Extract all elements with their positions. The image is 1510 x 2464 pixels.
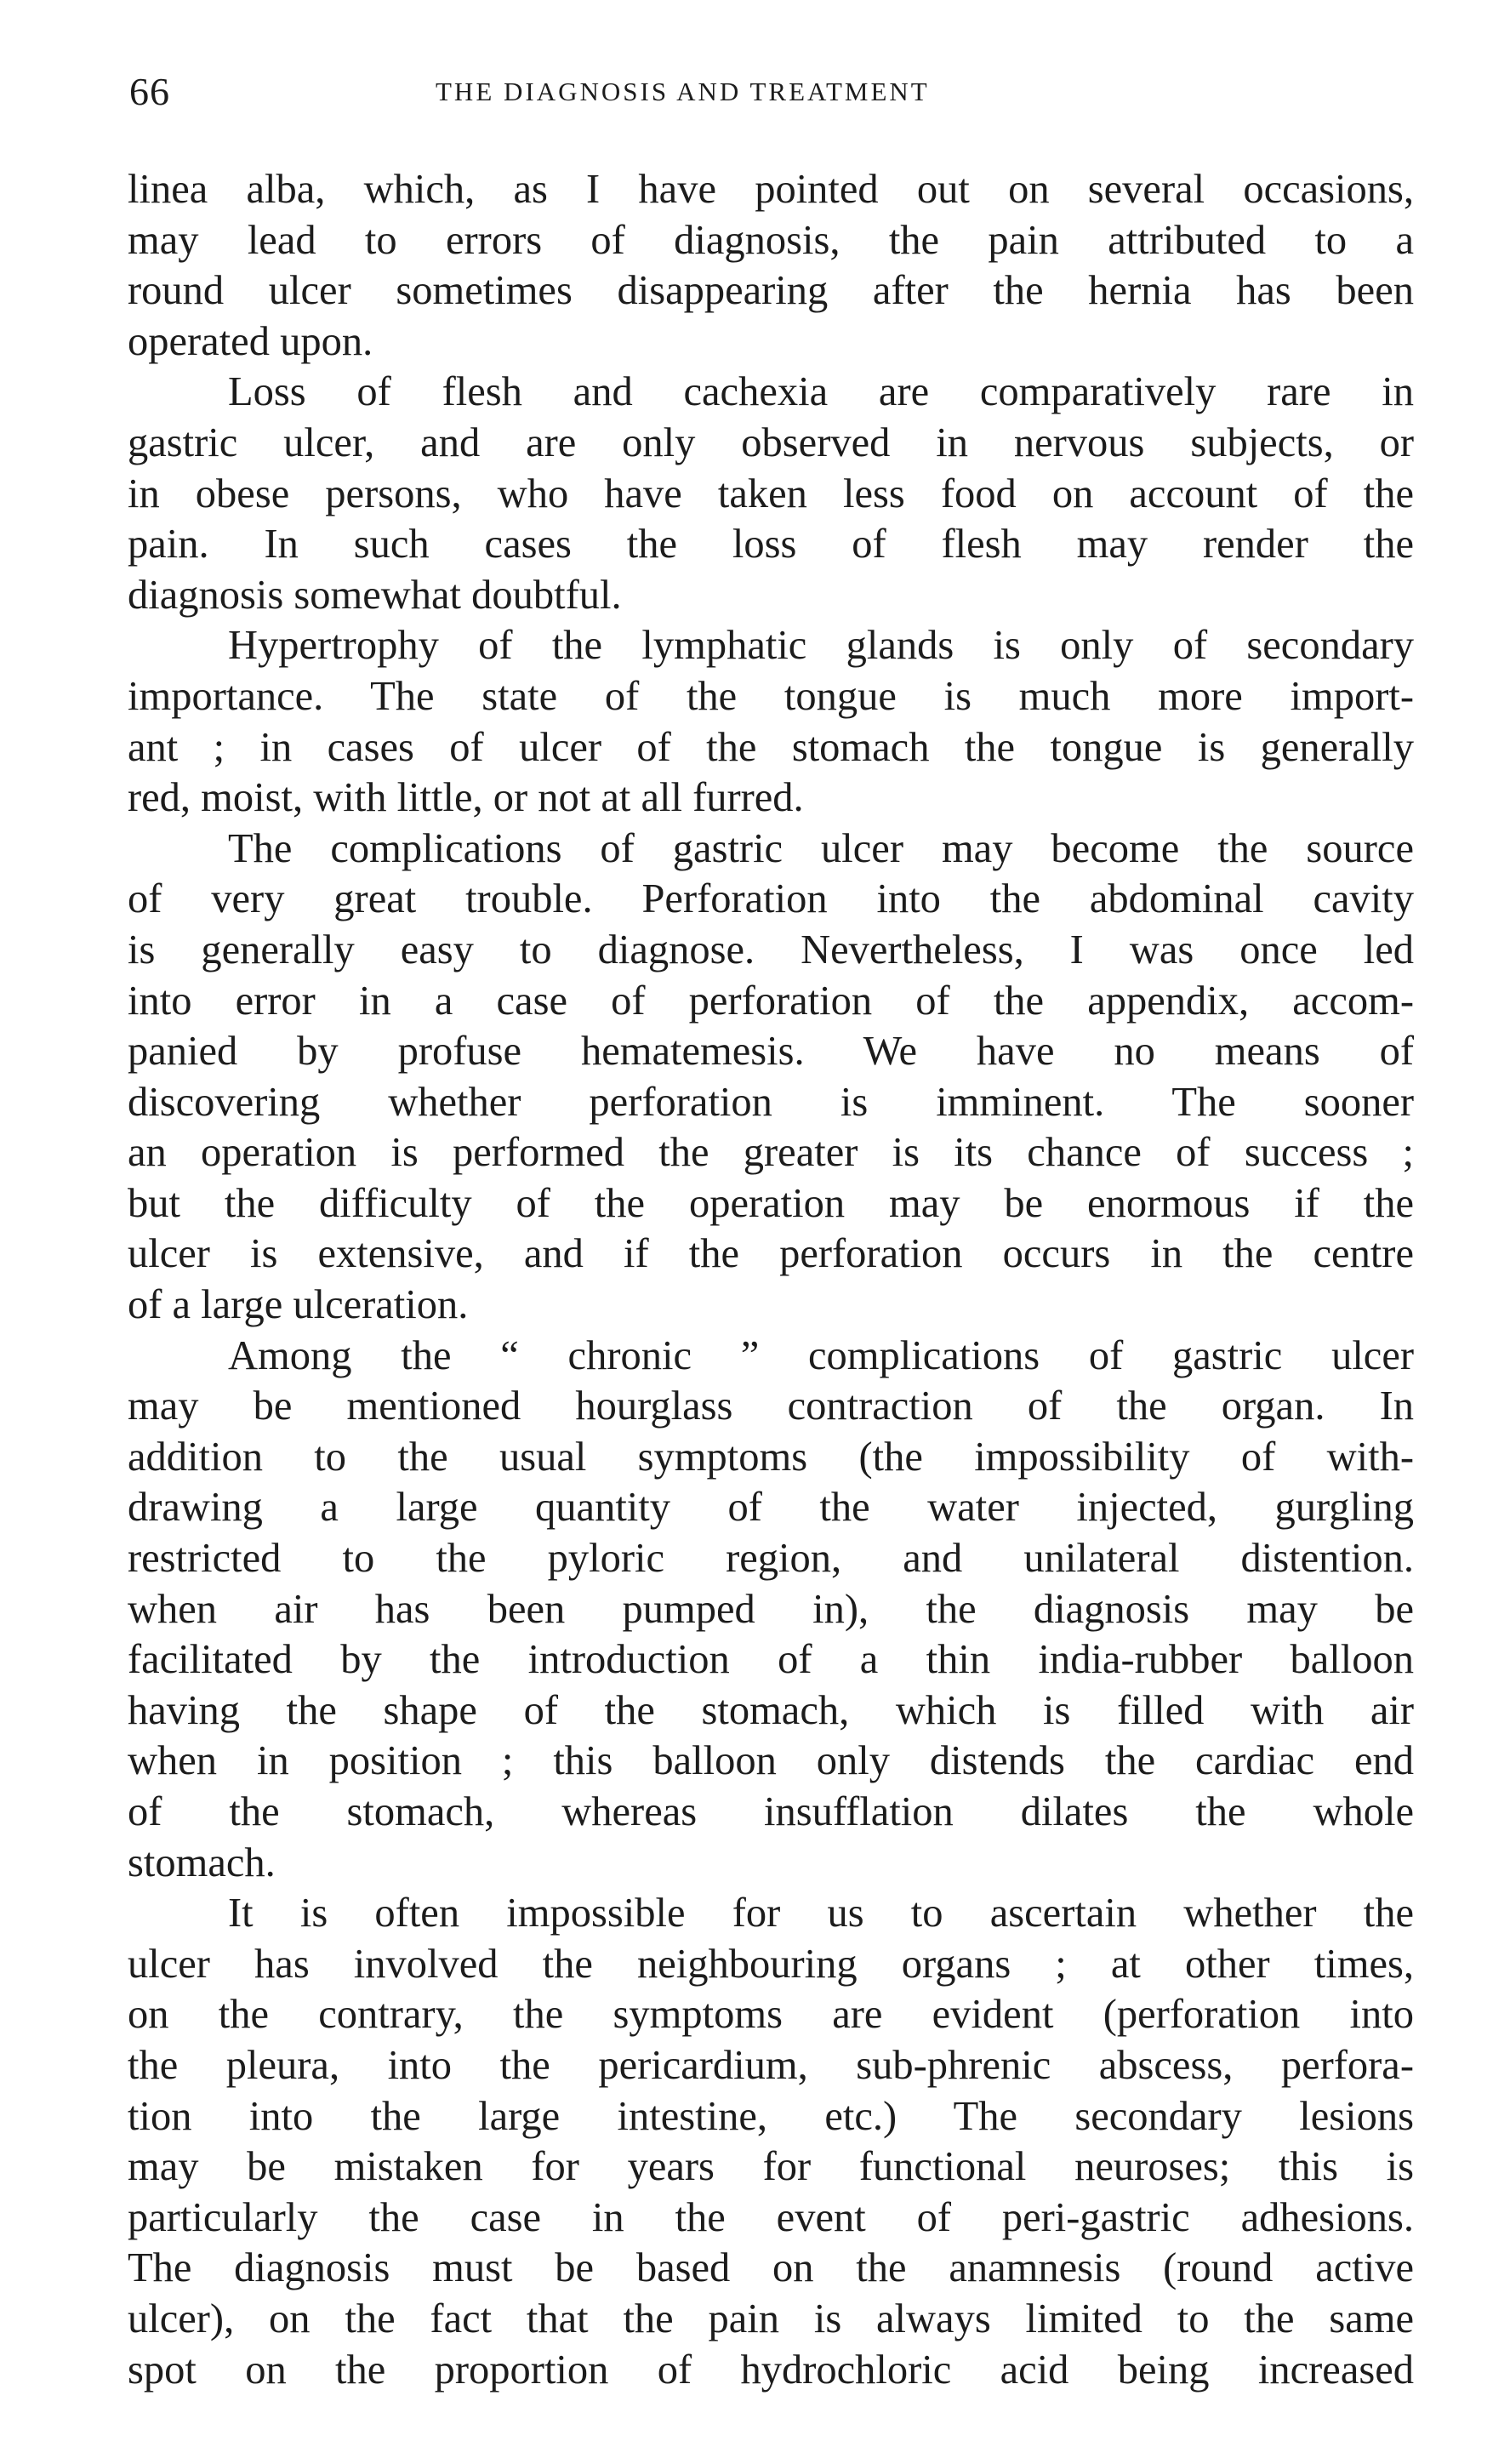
text-line: addition to the usual symptoms (the impossibility of with- [128, 1434, 1414, 1480]
body-text [128, 164, 1414, 2395]
page-number: 66 [129, 70, 170, 113]
text-line: ulcer has involved the neighbouring organs ; at other times, [128, 1941, 1414, 1987]
text-line: of a large ulceration. [128, 1282, 469, 1328]
text-line: operated upon. [128, 318, 373, 364]
text-line: ant ; in cases of ulcer of the stomach the tongue is generally [128, 724, 1414, 770]
text-line: is generally easy to diagnose. Nevertheless, I was once led [128, 927, 1414, 972]
text-line: when air has been pumped in), the diagnosis may be [128, 1586, 1414, 1632]
text-line: stomach. [128, 1839, 276, 1885]
text-line: having the shape of the stomach, which is filled with air [128, 1687, 1414, 1733]
text-line: Loss of flesh and cachexia are comparatively rare in [228, 369, 1414, 415]
text-line: into error in a case of perforation of the appendix, accom- [128, 978, 1414, 1024]
text-line: spot on the proportion of hydrochloric acid being increased [128, 2347, 1414, 2393]
text-line: red, moist, with little, or not at all furred. [128, 775, 804, 821]
text-line: pain. In such cases the loss of flesh may render the [128, 522, 1414, 568]
text-line: importance. The state of the tongue is much more import- [128, 673, 1414, 719]
text-line: of very great trouble. Perforation into the abdominal cavity [128, 876, 1414, 922]
text-line: facilitated by the introduction of a thin india-rubber balloon [128, 1637, 1414, 1683]
text-line: tion into the large intestine, etc.) The secondary lesions [128, 2093, 1414, 2139]
text-line: on the contrary, the symptoms are evident (perforation into [128, 1992, 1414, 2038]
text-line: It is often impossible for us to ascertain whether the [228, 1891, 1414, 1936]
text-line: discovering whether perforation is imminent. The sooner [128, 1079, 1414, 1125]
text-line: ulcer), on the fact that the pain is always limited to the same [128, 2296, 1414, 2341]
text-line: drawing a large quantity of the water injected, gurgling [128, 1485, 1414, 1531]
text-line: diagnosis somewhat doubtful. [128, 572, 622, 618]
text-line: linea alba, which, as I have pointed out on several occasions, [128, 167, 1414, 212]
text-line: The complications of gastric ulcer may become the source [228, 825, 1414, 871]
text-line: but the difficulty of the operation may be enormous if the [128, 1180, 1414, 1226]
running-head: THE DIAGNOSIS AND TREATMENT [436, 77, 930, 106]
text-line: Hypertrophy of the lymphatic glands is only of secondary [228, 623, 1414, 669]
text-line: ulcer is extensive, and if the perforation occurs in the centre [128, 1231, 1414, 1277]
text-line: restricted to the pyloric region, and unilateral distention. [128, 1536, 1414, 1582]
text-line: particularly the case in the event of peri-gastric adhesions. [128, 2194, 1414, 2240]
text-line: The diagnosis must be based on the anamnesis (round active [128, 2245, 1414, 2291]
text-line: may be mentioned hourglass contraction of the organ. In [128, 1383, 1414, 1429]
text-line: may lead to errors of diagnosis, the pain attributed to a [128, 217, 1414, 263]
text-line: an operation is performed the greater is its chance of success ; [128, 1130, 1414, 1176]
text-line: round ulcer sometimes disappearing after the hernia has been [128, 268, 1414, 314]
text-line: may be mistaken for years for functional neuroses; this is [128, 2144, 1414, 2190]
text-line: the pleura, into the pericardium, sub-phrenic abscess, perfora- [128, 2042, 1414, 2088]
text-line: in obese persons, who have taken less food on account of the [128, 471, 1414, 516]
text-line: when in position ; this balloon only distends the cardiac end [128, 1738, 1414, 1784]
page-header [129, 66, 1422, 117]
text-line: panied by profuse hematemesis. We have no means of [128, 1029, 1414, 1075]
text-line: Among the “ chronic ” complications of gastric ulcer [228, 1332, 1414, 1378]
text-line: of the stomach, whereas insufflation dilates the whole [128, 1789, 1414, 1834]
text-line: gastric ulcer, and are only observed in nervous subjects, or [128, 419, 1414, 465]
